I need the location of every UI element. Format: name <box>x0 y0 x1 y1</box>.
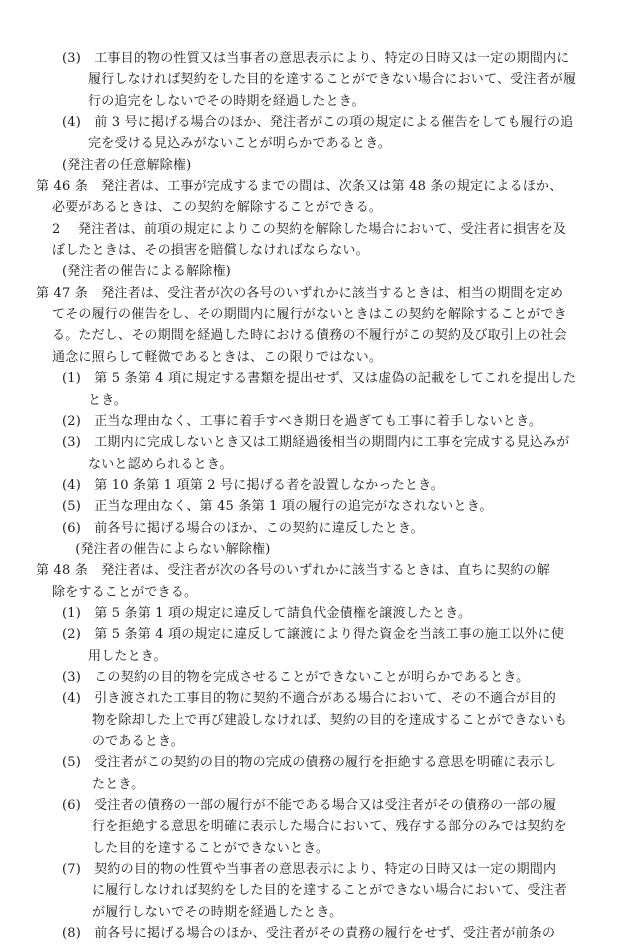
text-line: (6) 前各号に掲げる場合のほか、この契約に違反したとき。 <box>62 520 424 536</box>
text-line: (4) 前 3 号に掲げる場合のほか、発注者がこの項の規定による催告をしても履行の追 <box>62 115 574 131</box>
text-line: ないと認められるとき。 <box>88 456 233 472</box>
contract-text-body <box>36 48 594 944</box>
text-line: たとき。 <box>92 776 145 792</box>
text-line: が履行しないでその時期を経過したとき。 <box>92 904 343 920</box>
text-line: (5) 受注者がこの契約の目的物の完成の債務の履行を拒絶する意思を明確に表示し <box>62 755 557 771</box>
text-line: 完を受ける見込みがないことが明らかであるとき。 <box>88 136 392 152</box>
text-line: のであるとき。 <box>92 734 184 749</box>
text-line: とき。 <box>88 392 128 408</box>
section-heading: (発注者の催告によらない解除権) <box>62 541 271 557</box>
text-line: した目的を達することができないとき。 <box>92 840 330 856</box>
text-line: (4) 引き渡された工事目的物に契約不適合がある場合において、その不適合が目的 <box>62 691 556 707</box>
section-heading: (発注者の催告による解除権) <box>62 264 231 280</box>
text-line: (1) 第 5 条第 1 項の規定に違反して請負代金債権を譲渡したとき。 <box>62 605 472 621</box>
text-line: 用したとき。 <box>88 648 167 664</box>
text-line: (8) 前各号に掲げる場合のほか、受注者がその責務の履行をせず、受注者が前条の <box>62 926 556 942</box>
text-line: 通念に照らして軽微であるときは、この限りではない。 <box>52 349 383 365</box>
text-line: (6) 受注者の債務の一部の履行が不能である場合又は受注者がその債務の一部の履 <box>62 798 557 814</box>
text-line: (4) 第 10 条第 1 項第 2 号に掲げる者を設置しなかったとき。 <box>62 477 444 493</box>
text-line: (1) 第 5 条第 4 項に規定する書類を提出せず、又は虚偽の記載をしてこれを提出した <box>62 371 577 387</box>
text-line: (3) 工事目的物の性質又は当事者の意思表示により、特定の日時又は一定の期間内に <box>62 51 570 66</box>
section-heading: (発注者の任意解除権) <box>62 157 192 173</box>
text-line: 行の追完をしないでその時期を経過したとき。 <box>88 93 365 109</box>
text-line: に履行しなければ契約をした目的を達することができない場合において、受注者 <box>92 883 567 899</box>
text-line: (7) 契約の目的物の性質や当事者の意思表示により、特定の日時又は一定の期間内 <box>62 862 557 878</box>
text-line: 行を拒絶する意思を明確に表示した場合において、残存する部分のみでは契約を <box>92 819 567 835</box>
text-line: 2 発注者は、前項の規定によりこの契約を解除した場合において、受注者に損害を及 <box>52 221 567 237</box>
text-line: 必要があるときは、この契約を解除することができる。 <box>52 200 383 216</box>
text-line: 第 48 条 発注者は、受注者が次の各号のいずれかに該当するときは、直ちに契約の解 <box>36 563 551 579</box>
text-line: ぼしたときは、その損害を賠償しなければならない。 <box>52 243 369 259</box>
text-line: 物を除却した上で再び建設しなければ、契約の目的を達成することができないも <box>92 712 568 728</box>
text-line: (2) 第 5 条第 4 項の規定に違反して譲渡により得た資金を当該工事の施工以外に使 <box>62 627 565 643</box>
text-line: 第 47 条 発注者は、受注者が次の各号のいずれかに該当するときは、相当の期間を定め <box>36 285 564 301</box>
text-line: る。ただし、その期間を経過した時における債務の不履行がこの契約及び取引上の社会 <box>52 328 567 344</box>
text-line: (3) この契約の目的物を完成させることができないことが明らかであるとき。 <box>62 669 530 685</box>
text-line: 除をすることができる。 <box>52 584 198 600</box>
text-line: (5) 正当な理由なく、第 45 条第 1 項の履行の追完がなされないとき。 <box>62 499 493 515</box>
text-line: (2) 正当な理由なく、工事に着手すべき期日を過ぎても工事に着手しないとき。 <box>62 413 542 429</box>
text-line: (3) 工期内に完成しないとき又は工期経過後相当の期間内に工事を完成する見込みが <box>62 435 570 451</box>
text-line: 履行しなければ契約をした目的を達することができない場合において、受注者が履 <box>88 72 577 88</box>
text-line: てその履行の催告をし、その期間内に履行がないときはこの契約を解除することができ <box>52 307 567 323</box>
text-line: 第 46 条 発注者は、工事が完成するまでの間は、次条又は第 48 条の規定によるほか、 <box>36 179 563 195</box>
